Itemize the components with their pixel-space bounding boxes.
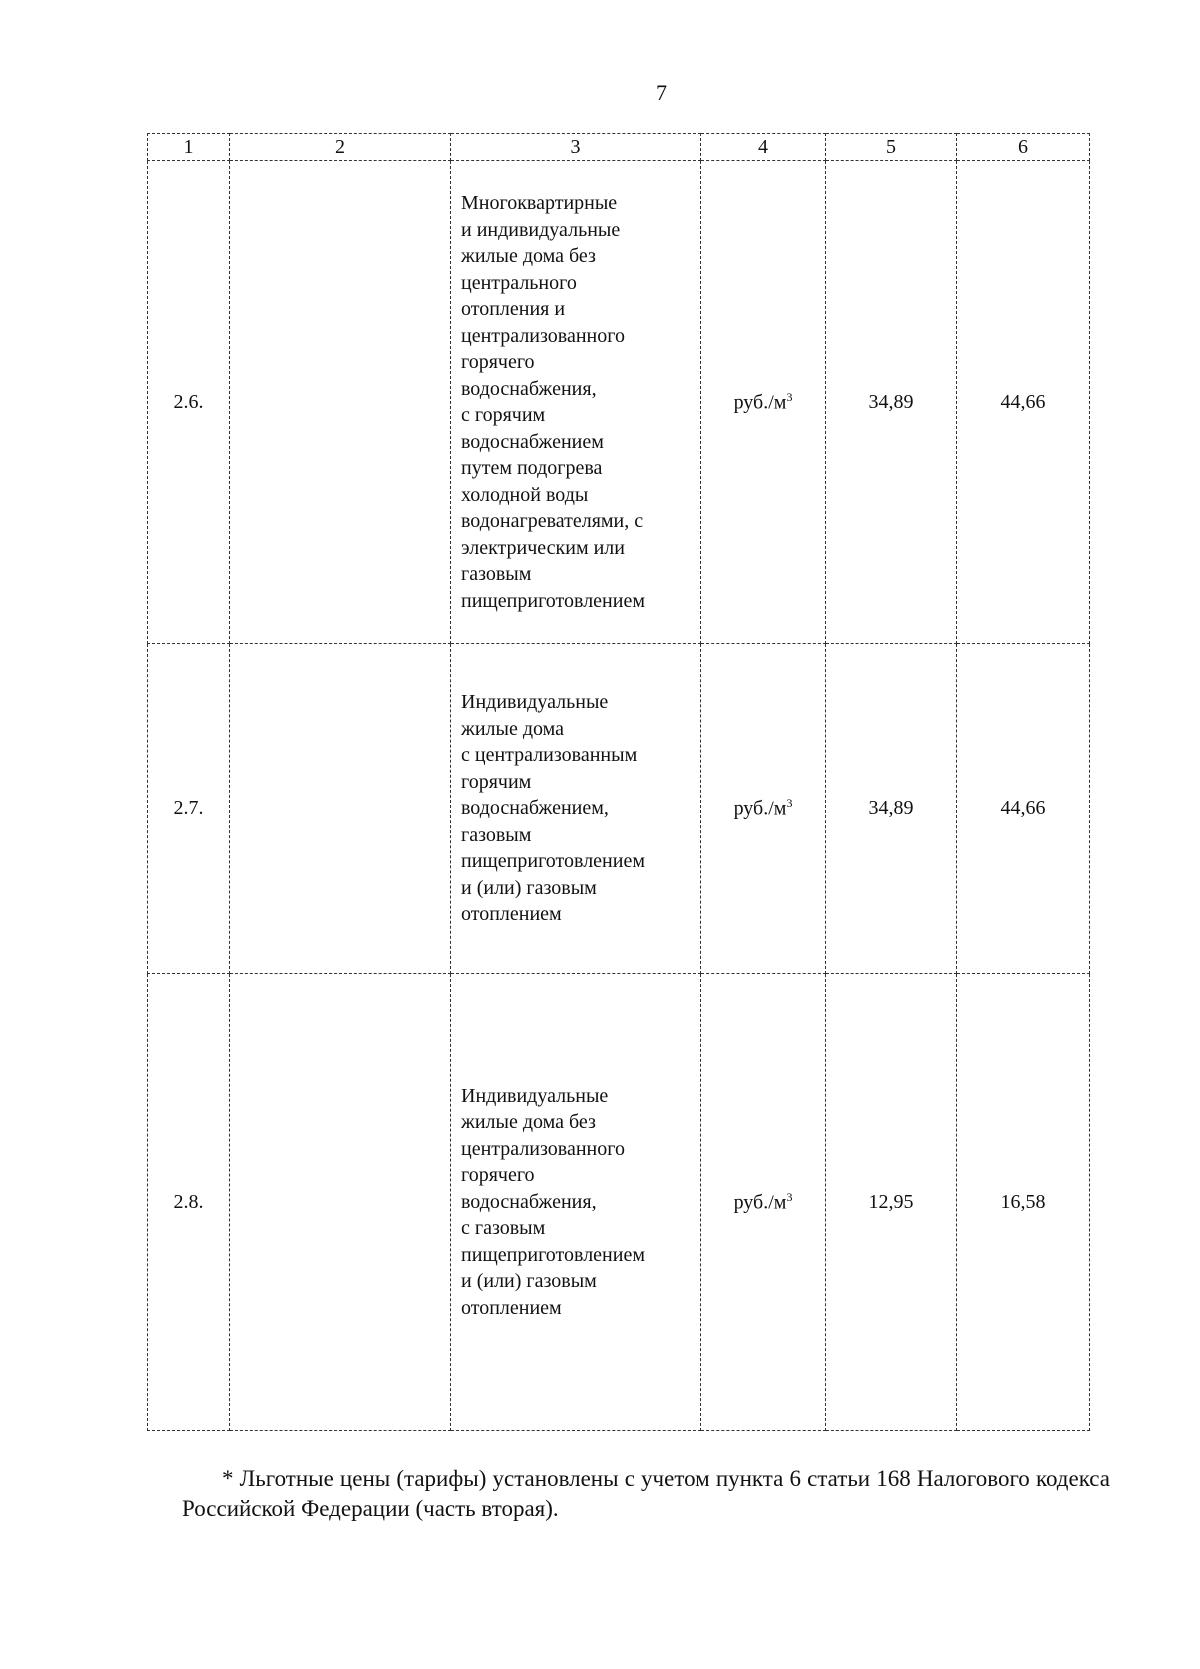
row-value-5: 34,89 <box>826 161 957 644</box>
row-value-5: 34,89 <box>826 644 957 974</box>
row-col-2 <box>230 644 451 974</box>
row-description: Индивидуальные жилые дома без централизованного горячего водоснабжения, с газовым пищеприготовлением и (или) газовым отоплением <box>451 974 701 1431</box>
row-unit: $руб./м^3$ <box>701 644 826 974</box>
row-value-6: 44,66 <box>957 161 1090 644</box>
tariff-table <box>147 133 1090 1431</box>
page-number: 7 <box>656 80 667 105</box>
header-col-4: 4 <box>701 134 826 161</box>
table-row <box>148 644 1090 974</box>
row-value-6: 16,58 <box>957 974 1090 1431</box>
table-row <box>148 974 1090 1431</box>
row-number: 2.8. <box>148 974 230 1431</box>
table-header-row <box>148 134 1090 161</box>
row-number: 2.7. <box>148 644 230 974</box>
row-col-2 <box>230 974 451 1431</box>
row-value-6: 44,66 <box>957 644 1090 974</box>
row-unit: $руб./м^3$ <box>701 161 826 644</box>
row-col-2 <box>230 161 451 644</box>
header-col-3: 3 <box>451 134 701 161</box>
header-col-1: 1 <box>148 134 230 161</box>
row-unit: $руб./м^3$ <box>701 974 826 1431</box>
table-row <box>148 161 1090 644</box>
row-value-5: 12,95 <box>826 974 957 1431</box>
header-col-2: 2 <box>230 134 451 161</box>
header-col-6: 6 <box>957 134 1090 161</box>
footnote: * Льготные цены (тарифы) установлены с учетом пункта 6 статьи 168 Налогового кодекса Российской Федерации (часть вторая). <box>182 1466 1110 1521</box>
row-description: Индивидуальные жилые дома с централизованным горячим водоснабжением, газовым пищеприготовлением и (или) газовым отоплением <box>451 644 701 974</box>
header-col-5: 5 <box>826 134 957 161</box>
row-number: 2.6. <box>148 161 230 644</box>
row-description: Многоквартирные и индивидуальные жилые дома без центрального отопления и централизованного горячего водоснабжения, с горячим водоснабжением путем подогрева холодной воды водонагревателями, с электрическим или газовым пищеприготовлением <box>451 161 701 644</box>
